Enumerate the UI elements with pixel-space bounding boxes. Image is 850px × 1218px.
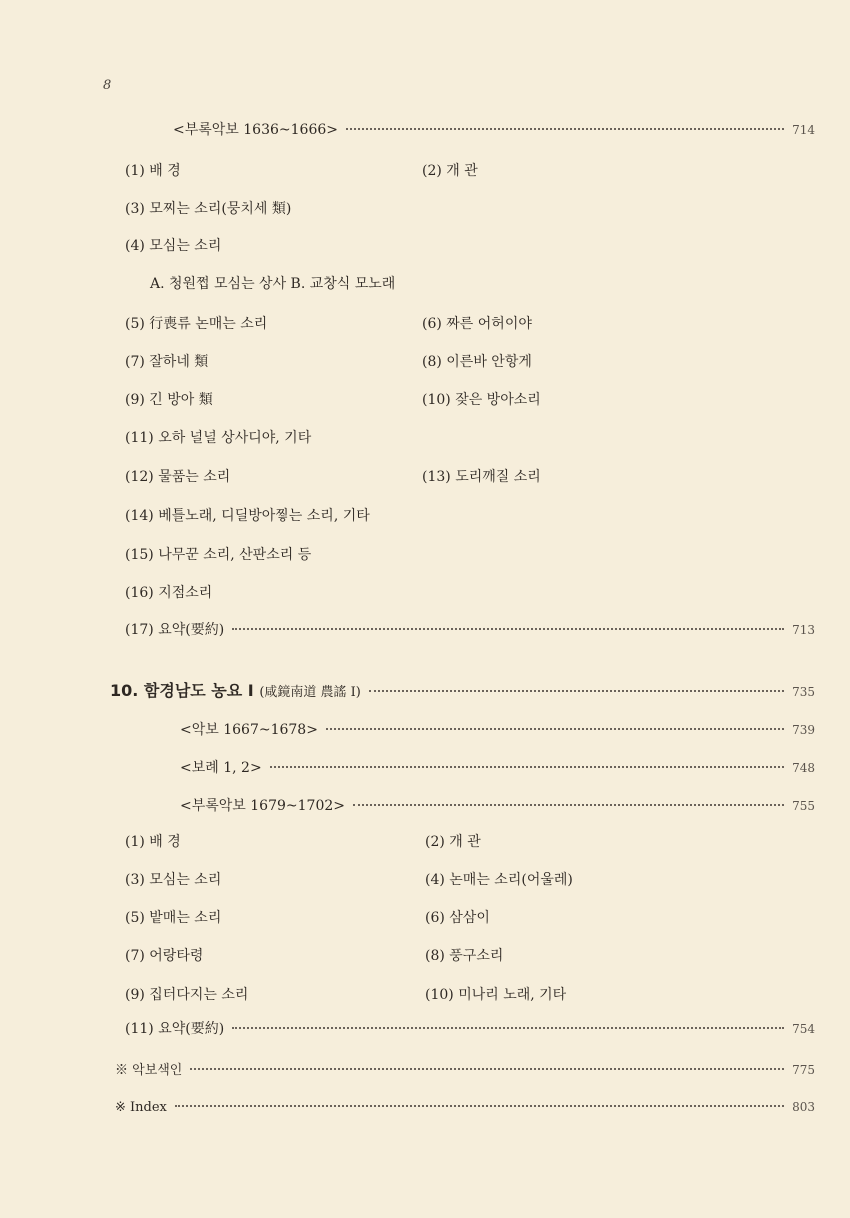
toc-item[interactable]: (8) 이른바 안항게 — [422, 354, 532, 370]
toc-item[interactable]: (5) 밭매는 소리 — [125, 910, 222, 926]
toc-subitem[interactable]: A. 청원쩝 모심는 상사 B. 교창식 모노래 — [150, 276, 396, 292]
toc-item[interactable]: (9) 긴 방아 類 — [125, 392, 213, 408]
toc-entry-scores[interactable] — [180, 720, 815, 740]
dot-leader — [232, 1027, 784, 1029]
dot-leader — [232, 628, 784, 630]
toc-item[interactable]: (10) 잦은 방아소리 — [422, 392, 541, 408]
toc-page-ref: 713 — [792, 623, 815, 637]
toc-item[interactable]: (12) 물품는 소리 — [125, 469, 231, 485]
toc-page-ref: 735 — [792, 685, 815, 699]
toc-item[interactable]: (4) 논매는 소리(어울레) — [425, 872, 573, 888]
toc-entry-label: <악보 1667~1678> — [180, 722, 318, 738]
toc-item[interactable]: (9) 집터다지는 소리 — [125, 987, 249, 1003]
toc-item[interactable]: (14) 베틀노래, 디딜방아찧는 소리, 기타 — [125, 508, 370, 524]
toc-item[interactable]: (2) 개 관 — [425, 834, 481, 850]
section-title-sub: (咸鏡南道 農謠 Ⅰ) — [259, 685, 361, 700]
toc-page-ref: 755 — [792, 799, 815, 813]
toc-entry-score-index[interactable] — [115, 1060, 815, 1081]
section-title-main: 10. 함경남도 농요 Ⅰ — [110, 681, 254, 700]
toc-page-ref: 803 — [792, 1100, 815, 1114]
toc-item[interactable]: (7) 어랑타령 — [125, 948, 204, 964]
toc-item[interactable]: (16) 지점소리 — [125, 585, 213, 601]
page-number: 8 — [103, 78, 112, 93]
toc-item[interactable]: (1) 배 경 — [125, 834, 181, 850]
section-title — [110, 681, 361, 703]
toc-item[interactable]: (7) 잘하네 類 — [125, 354, 209, 370]
toc-entry-label: <보례 1, 2> — [180, 760, 262, 776]
toc-item[interactable]: (15) 나무꾼 소리, 산판소리 등 — [125, 547, 312, 563]
toc-entry-summary[interactable] — [125, 620, 815, 640]
toc-item[interactable]: (4) 모심는 소리 — [125, 238, 222, 254]
toc-entry-label: <부록악보 1679~1702> — [180, 798, 345, 814]
dot-leader — [369, 690, 784, 692]
toc-page-ref: 714 — [792, 123, 815, 137]
toc-entry-index[interactable] — [115, 1097, 815, 1118]
toc-entry-examples[interactable] — [180, 758, 815, 778]
toc-item[interactable]: (8) 풍구소리 — [425, 948, 504, 964]
toc-entry-label: ※ 악보색인 — [115, 1063, 183, 1078]
toc-entry-appendix-scores[interactable] — [180, 796, 815, 816]
toc-item[interactable]: (13) 도리깨질 소리 — [422, 469, 541, 485]
toc-item[interactable]: (6) 삼삼이 — [425, 910, 490, 926]
toc-item[interactable]: (2) 개 관 — [422, 163, 478, 179]
toc-entry-summary[interactable] — [125, 1019, 815, 1039]
toc-page-ref: 748 — [792, 761, 815, 775]
toc-entry-label: <부록악보 1636~1666> — [173, 122, 338, 138]
toc-page-ref: 754 — [792, 1022, 815, 1036]
toc-page-ref: 775 — [792, 1063, 815, 1077]
dot-leader — [270, 766, 784, 768]
toc-entry-label: ※ Index — [115, 1100, 167, 1115]
dot-leader — [326, 728, 784, 730]
toc-entry-label: (11) 요약(要約) — [125, 1021, 225, 1037]
toc-item[interactable]: (5) 行喪류 논매는 소리 — [125, 316, 268, 332]
dot-leader — [353, 804, 784, 806]
toc-item[interactable]: (10) 미나리 노래, 기타 — [425, 987, 567, 1003]
toc-item[interactable]: (11) 오하 널널 상사디야, 기타 — [125, 430, 312, 446]
toc-entry-appendix-scores[interactable] — [173, 120, 815, 140]
toc-entry-label: (17) 요약(要約) — [125, 622, 225, 638]
toc-item[interactable]: (3) 모심는 소리 — [125, 872, 222, 888]
dot-leader — [190, 1068, 784, 1070]
toc-item[interactable]: (3) 모찌는 소리(뭉치세 類) — [125, 201, 292, 217]
toc-item[interactable]: (6) 짜른 어허이야 — [422, 316, 532, 332]
dot-leader — [346, 128, 784, 130]
toc-page-ref: 739 — [792, 723, 815, 737]
toc-section-heading[interactable] — [110, 681, 815, 703]
dot-leader — [175, 1105, 784, 1107]
toc-item[interactable]: (1) 배 경 — [125, 163, 181, 179]
